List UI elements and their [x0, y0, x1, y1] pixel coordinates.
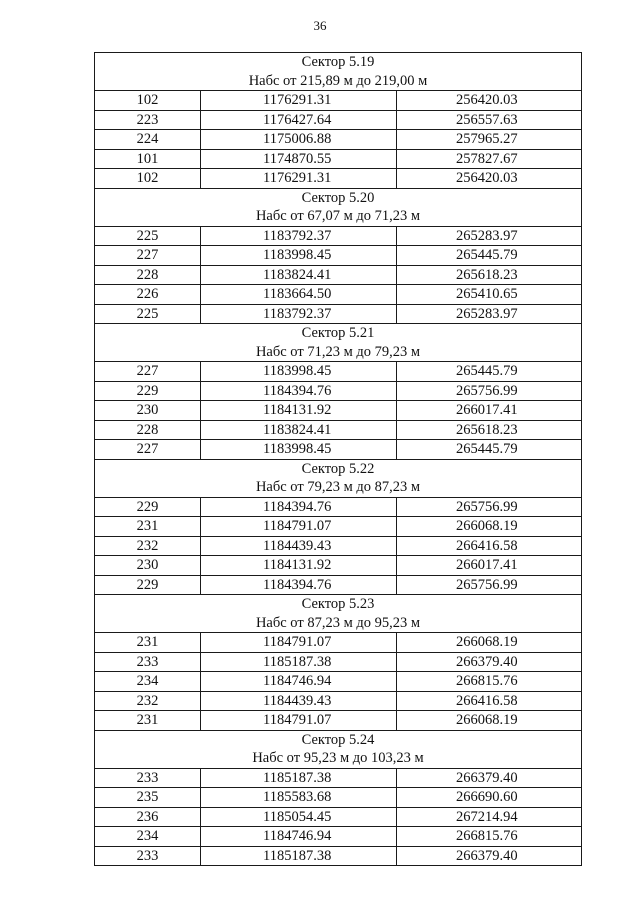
y-coordinate-cell: 265618.23	[397, 265, 582, 285]
y-coordinate-cell: 266379.40	[397, 846, 582, 866]
y-coordinate-cell: 265283.97	[397, 304, 582, 324]
table-row	[95, 381, 582, 401]
point-number-cell: 236	[95, 807, 201, 827]
sector-header-cell	[95, 730, 582, 768]
sector-title: Сектор 5.22	[301, 460, 375, 477]
x-coordinate-cell: 1184791.07	[201, 633, 397, 653]
y-coordinate-cell: 266416.58	[397, 536, 582, 556]
x-coordinate-cell: 1184746.94	[201, 827, 397, 847]
x-coordinate-cell: 1185187.38	[201, 846, 397, 866]
table-row	[95, 691, 582, 711]
x-coordinate-cell: 1184131.92	[201, 401, 397, 421]
table-row	[95, 401, 582, 421]
sector-header-row	[95, 459, 582, 497]
x-coordinate-cell: 1176291.31	[201, 169, 397, 189]
table-row	[95, 226, 582, 246]
x-coordinate-cell: 1183792.37	[201, 304, 397, 324]
point-number-cell: 102	[95, 91, 201, 111]
sector-header-cell	[95, 595, 582, 633]
table-row	[95, 440, 582, 460]
table-row	[95, 497, 582, 517]
sector-header-row	[95, 595, 582, 633]
sector-header-cell	[95, 53, 582, 91]
point-number-cell: 234	[95, 672, 201, 692]
sector-height-range: Набс от 79,23 м до 87,23 м	[255, 479, 421, 495]
point-number-cell: 228	[95, 265, 201, 285]
table-row	[95, 149, 582, 169]
x-coordinate-cell: 1183998.45	[201, 246, 397, 266]
y-coordinate-cell: 266017.41	[397, 401, 582, 421]
table-row	[95, 110, 582, 130]
y-coordinate-cell: 267214.94	[397, 807, 582, 827]
point-number-cell: 226	[95, 285, 201, 305]
sector-height-range: Набс от 95,23 м до 103,23 м	[252, 750, 424, 766]
sector-title: Сектор 5.19	[301, 54, 375, 70]
table-row	[95, 652, 582, 672]
sector-title: Сектор 5.20	[301, 189, 375, 206]
sector-header-cell	[95, 324, 582, 362]
point-number-cell: 233	[95, 652, 201, 672]
x-coordinate-cell: 1184439.43	[201, 691, 397, 711]
y-coordinate-cell: 265410.65	[397, 285, 582, 305]
point-number-cell: 229	[95, 381, 201, 401]
table-row	[95, 672, 582, 692]
y-coordinate-cell: 266690.60	[397, 788, 582, 808]
y-coordinate-cell: 256420.03	[397, 91, 582, 111]
y-coordinate-cell: 266017.41	[397, 556, 582, 576]
point-number-cell: 229	[95, 575, 201, 595]
point-number-cell: 227	[95, 362, 201, 382]
x-coordinate-cell: 1176427.64	[201, 110, 397, 130]
y-coordinate-cell: 266416.58	[397, 691, 582, 711]
y-coordinate-cell: 256557.63	[397, 110, 582, 130]
point-number-cell: 231	[95, 517, 201, 537]
table-row	[95, 362, 582, 382]
table-body	[95, 53, 582, 866]
point-number-cell: 229	[95, 497, 201, 517]
y-coordinate-cell: 265445.79	[397, 246, 582, 266]
x-coordinate-cell: 1183824.41	[201, 420, 397, 440]
sector-height-range: Набс от 215,89 м до 219,00 м	[248, 72, 428, 89]
sector-title: Сектор 5.24	[301, 731, 375, 748]
point-number-cell: 227	[95, 246, 201, 266]
point-number-cell: 228	[95, 420, 201, 440]
y-coordinate-cell: 257827.67	[397, 149, 582, 169]
x-coordinate-cell: 1184394.76	[201, 575, 397, 595]
point-number-cell: 227	[95, 440, 201, 460]
y-coordinate-cell: 266068.19	[397, 633, 582, 653]
y-coordinate-cell: 265445.79	[397, 440, 582, 460]
sector-height-range: Набс от 87,23 м до 95,23 м	[255, 614, 421, 631]
point-number-cell: 232	[95, 691, 201, 711]
sector-coordinates-table	[94, 52, 582, 866]
sector-header-row	[95, 324, 582, 362]
point-number-cell: 230	[95, 556, 201, 576]
x-coordinate-cell: 1184131.92	[201, 556, 397, 576]
point-number-cell: 225	[95, 304, 201, 324]
x-coordinate-cell: 1184791.07	[201, 711, 397, 731]
sector-header-cell	[95, 188, 582, 226]
table-row	[95, 265, 582, 285]
point-number-cell: 232	[95, 536, 201, 556]
y-coordinate-cell: 266068.19	[397, 517, 582, 537]
table-row	[95, 633, 582, 653]
table-row	[95, 575, 582, 595]
point-number-cell: 231	[95, 711, 201, 731]
x-coordinate-cell: 1183664.50	[201, 285, 397, 305]
table-row	[95, 536, 582, 556]
x-coordinate-cell: 1185054.45	[201, 807, 397, 827]
x-coordinate-cell: 1176291.31	[201, 91, 397, 111]
point-number-cell: 223	[95, 110, 201, 130]
page-number: 36	[313, 18, 327, 33]
sector-height-range: Набс от 71,23 м до 79,23 м	[255, 343, 421, 360]
x-coordinate-cell: 1184746.94	[201, 672, 397, 692]
x-coordinate-cell: 1174870.55	[201, 149, 397, 169]
point-number-cell: 225	[95, 226, 201, 246]
x-coordinate-cell: 1175006.88	[201, 130, 397, 150]
x-coordinate-cell: 1184394.76	[201, 381, 397, 401]
x-coordinate-cell: 1184791.07	[201, 517, 397, 537]
table-row	[95, 556, 582, 576]
point-number-cell: 102	[95, 169, 201, 189]
point-number-cell: 231	[95, 633, 201, 653]
point-number-cell: 101	[95, 149, 201, 169]
table-row	[95, 807, 582, 827]
point-number-cell: 233	[95, 846, 201, 866]
y-coordinate-cell: 265283.97	[397, 226, 582, 246]
table-row	[95, 420, 582, 440]
x-coordinate-cell: 1183792.37	[201, 226, 397, 246]
table-row	[95, 285, 582, 305]
x-coordinate-cell: 1183998.45	[201, 440, 397, 460]
table-row	[95, 169, 582, 189]
table-row	[95, 91, 582, 111]
y-coordinate-cell: 265756.99	[397, 497, 582, 517]
point-number-cell: 235	[95, 788, 201, 808]
table-row	[95, 788, 582, 808]
sector-title: Сектор 5.23	[301, 596, 375, 612]
y-coordinate-cell: 266815.76	[397, 827, 582, 847]
x-coordinate-cell: 1185583.68	[201, 788, 397, 808]
y-coordinate-cell: 266068.19	[397, 711, 582, 731]
x-coordinate-cell: 1185187.38	[201, 652, 397, 672]
sector-header-row	[95, 53, 582, 91]
sector-height-range: Набс от 67,07 м до 71,23 м	[255, 208, 421, 224]
sector-title: Сектор 5.21	[301, 325, 375, 341]
table-row	[95, 130, 582, 150]
x-coordinate-cell: 1183998.45	[201, 362, 397, 382]
y-coordinate-cell: 256420.03	[397, 169, 582, 189]
table-row	[95, 304, 582, 324]
y-coordinate-cell: 266379.40	[397, 768, 582, 788]
sector-header-row	[95, 188, 582, 226]
point-number-cell: 224	[95, 130, 201, 150]
point-number-cell: 234	[95, 827, 201, 847]
y-coordinate-cell: 265756.99	[397, 575, 582, 595]
y-coordinate-cell: 265445.79	[397, 362, 582, 382]
sector-header-row	[95, 730, 582, 768]
point-number-cell: 230	[95, 401, 201, 421]
x-coordinate-cell: 1185187.38	[201, 768, 397, 788]
table-row	[95, 846, 582, 866]
y-coordinate-cell: 257965.27	[397, 130, 582, 150]
table-row	[95, 827, 582, 847]
table-row	[95, 768, 582, 788]
sector-header-cell	[95, 459, 582, 497]
point-number-cell: 233	[95, 768, 201, 788]
table-row	[95, 246, 582, 266]
x-coordinate-cell: 1184394.76	[201, 497, 397, 517]
y-coordinate-cell: 266815.76	[397, 672, 582, 692]
table-row	[95, 711, 582, 731]
y-coordinate-cell: 265756.99	[397, 381, 582, 401]
table-row	[95, 517, 582, 537]
y-coordinate-cell: 265618.23	[397, 420, 582, 440]
x-coordinate-cell: 1184439.43	[201, 536, 397, 556]
y-coordinate-cell: 266379.40	[397, 652, 582, 672]
x-coordinate-cell: 1183824.41	[201, 265, 397, 285]
